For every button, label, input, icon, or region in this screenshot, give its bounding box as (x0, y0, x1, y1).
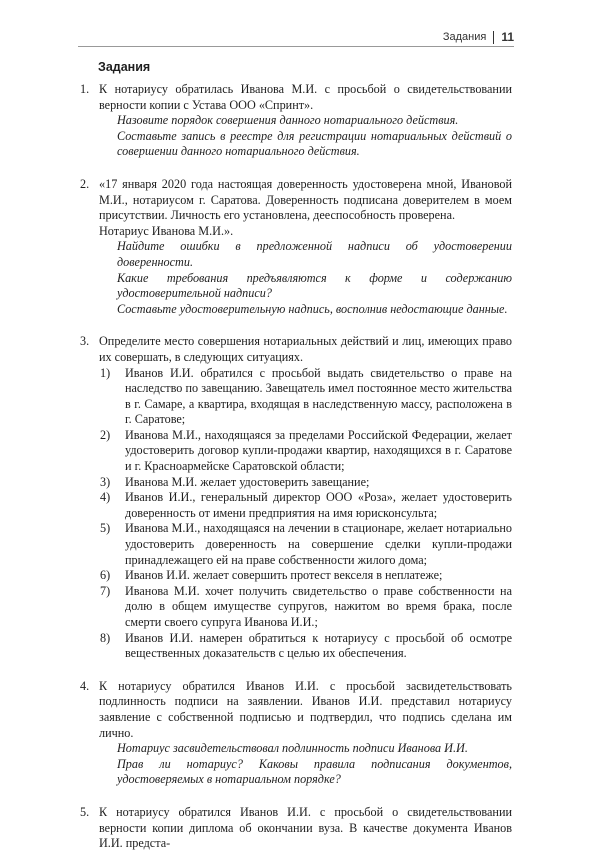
running-head-section: Задания (442, 31, 487, 43)
situation-number: 6) (100, 568, 111, 583)
situation-number: 2) (100, 427, 111, 442)
task-5 (80, 805, 512, 852)
situation-number: 5) (100, 521, 111, 536)
situation-item (99, 521, 512, 568)
task-question: Нотариус засвидетельствовал подлинность подписи Иванова И.И. (117, 741, 468, 756)
tasks-content (80, 82, 512, 852)
task-number: 3. (80, 334, 90, 349)
task-3 (80, 334, 512, 661)
situation-item (99, 568, 512, 584)
situation-text: Иванов И.И. обратился с просьбой выдать свидетельство о праве на наследство по завещанию. Завещатель имел постоянное место жительства в г. Самаре, а квартира, входящая в наследственную массу, расположена в г. Саратове; (125, 365, 512, 427)
running-head (443, 30, 514, 44)
running-head-divider (493, 31, 494, 44)
situation-item (99, 490, 512, 521)
situation-text: Иванова М.И., находящаяся на лечении в стационаре, желает нотариально удостоверить доверенность на совершение сделки купли-продажи принадлежащего ей на праве собственности жилого дома; (125, 521, 512, 567)
situation-item (99, 631, 512, 662)
page-number: 11 (501, 30, 514, 44)
task-number: 4. (80, 678, 90, 693)
situation-number: 3) (100, 474, 111, 489)
task-text: К нотариусу обратилась Иванова М.И. с просьбой о свидетельствовании верности копии с Устава ООО «Спринт». (99, 82, 512, 112)
task-question: Составьте удостоверительную надпись, восполнив недостающие данные. (117, 301, 508, 316)
situation-text: Иванова М.И., находящаяся за пределами Российской Федерации, желает удостоверить договор купли-продажи квартир, находящихся в г. Саратове и г. Красноармейске Саратовской области; (125, 427, 512, 474)
task-number: 2. (80, 176, 90, 191)
task-1 (80, 82, 512, 160)
section-title: Задания (98, 60, 151, 74)
task-text: «17 января 2020 года настоящая доверенность удостоверена мной, Ивановой М.И., нотариусом г. Саратова. Доверенность подписана доверителем в моем присутствии. Личность его установлена, дееспособность проверена. (99, 176, 512, 223)
notary-signature: Нотариус Иванова М.И.». (99, 223, 234, 238)
situation-item (99, 584, 512, 631)
task-question: Прав ли нотариус? Каковы правила подписания документов, удостоверяемых в нотариальном порядке? (117, 756, 512, 787)
situation-number: 7) (100, 583, 111, 598)
situation-number: 4) (100, 490, 111, 505)
situation-text: Иванов И.И. намерен обратиться к нотариусу с просьбой об осмотре вещественных доказательств с целью их обеспечения. (125, 630, 512, 661)
situation-text: Иванова М.И. желает удостоверить завещание; (125, 474, 370, 489)
task-text: К нотариусу обратился Иванов И.И. с просьбой о свидетельствовании верности копии диплома об окончании вуза. В качестве документа Иванов И.И. предста- (99, 804, 512, 851)
task-number: 1. (80, 82, 90, 96)
task-text: Определите место совершения нотариальных действий и лиц, имеющих право их совершать, в следующих ситуациях. (99, 334, 512, 364)
situation-number: 1) (100, 365, 111, 380)
task-text: К нотариусу обратился Иванов И.И. с просьбой засвидетельствовать подлинность подписи на заявлении. Иванов И.И. представил нотариусу заявление с собственной подписью и подтвердил, что подпись сделана им лично. (99, 678, 512, 740)
situation-text: Иванов И.И., генеральный директор ООО «Роза», желает удостоверить доверенность от имени предприятия на имя юрисконсульта; (125, 490, 512, 520)
task-question: Какие требования предъявляются к форме и содержанию удостоверительной надписи? (117, 270, 512, 301)
task-question: Составьте запись в реестре для регистрации нотариальных действий о совершении данного нотариального действия. (117, 128, 512, 159)
task-question: Найдите ошибки в предложенной надписи об удостоверении доверенности. (117, 239, 512, 269)
situation-item (99, 475, 512, 491)
situation-number: 8) (100, 630, 111, 645)
situation-text: Иванов И.И. желает совершить протест векселя в неплатеже; (125, 568, 443, 583)
situation-item (99, 366, 512, 428)
header-rule (78, 46, 514, 47)
task-4 (80, 679, 512, 788)
situation-item (99, 428, 512, 475)
situation-text: Иванова М.И. хочет получить свидетельство о праве собственности на долю в общем имуществе супругов, нажитом во время брака, после смерти своего супруга Иванова И.И.; (125, 583, 512, 629)
task-2 (80, 177, 512, 317)
task-question: Назовите порядок совершения данного нотариального действия. (117, 113, 459, 128)
task-number: 5. (80, 804, 90, 819)
